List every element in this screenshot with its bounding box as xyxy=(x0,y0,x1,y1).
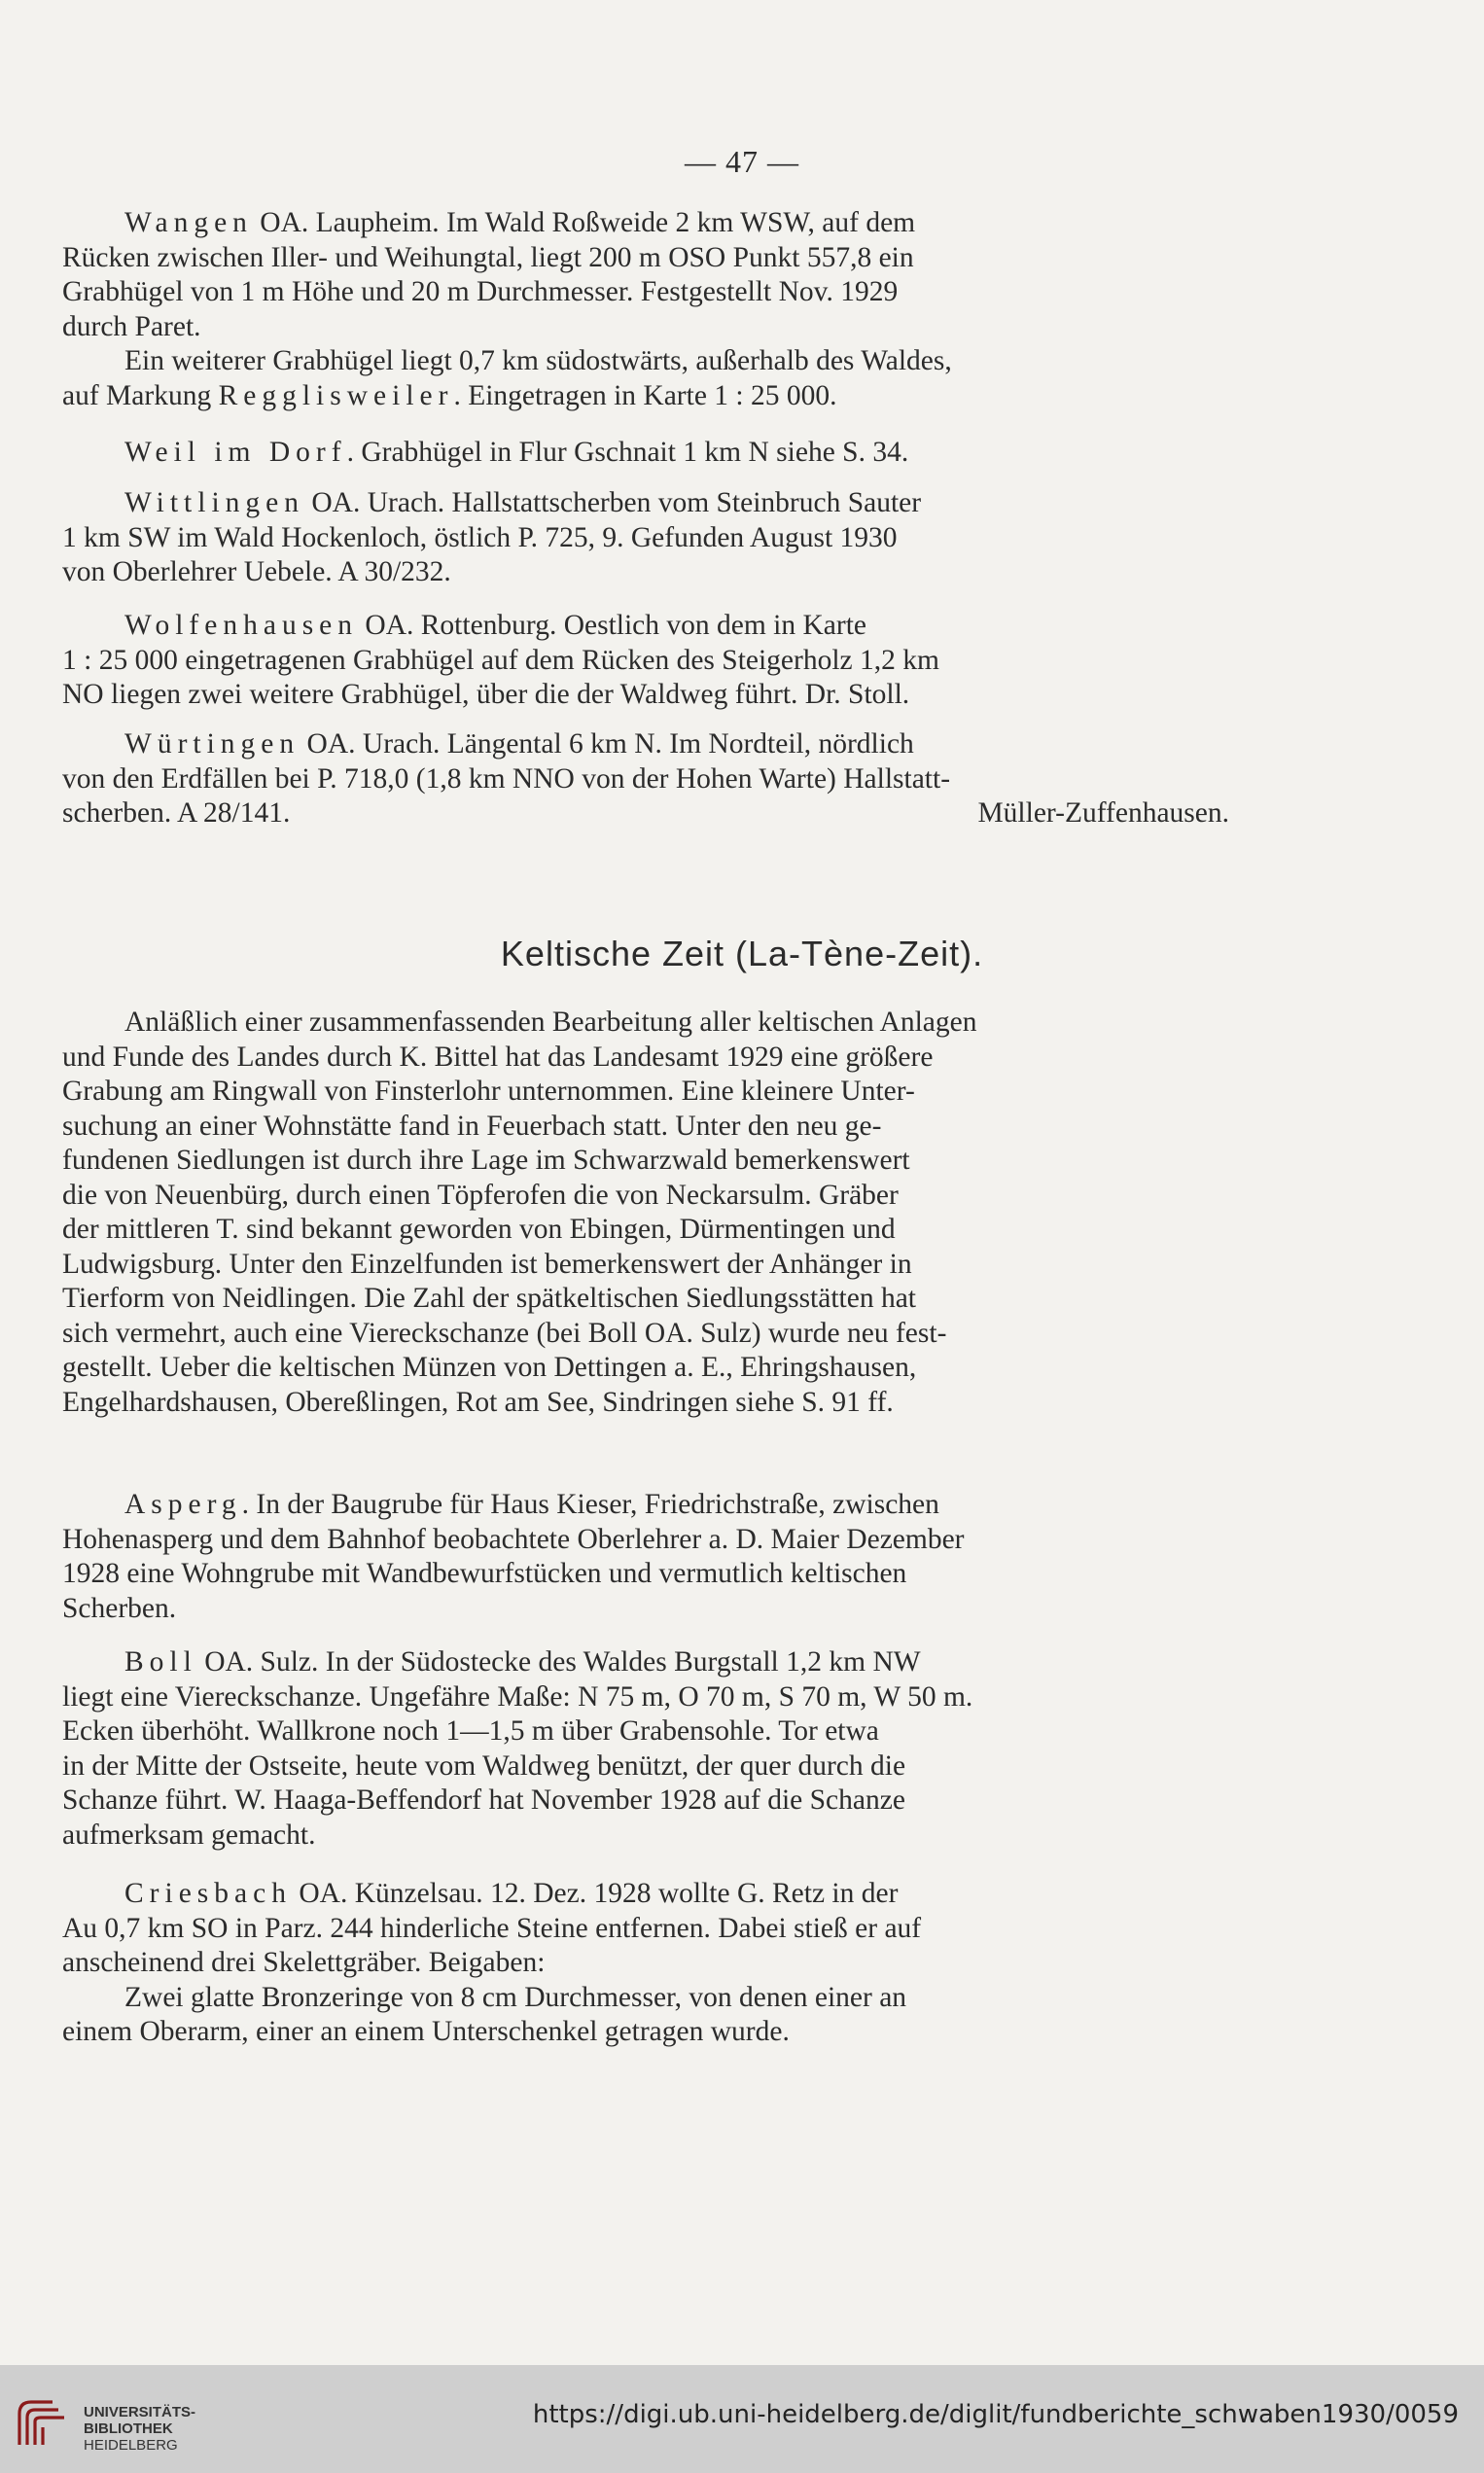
library-logo-icon xyxy=(14,2394,70,2451)
intro-line: und Funde des Landes durch K. Bittel hat das Landesamt 1929 eine größere xyxy=(62,1041,934,1073)
wuertingen-line-3: scherben. A 28/141. Müller-Zuffenhausen. xyxy=(62,796,1229,831)
section-heading: Keltische Zeit (La-Tène-Zeit). xyxy=(500,934,984,973)
wangen-line-5: Ein weiterer Grabhügel liegt 0,7 km südostwärts, außerhalb des Waldes, xyxy=(124,345,952,376)
wolfenhausen-line-1: Wolfenhausen OA. Rottenburg. Oestlich von dem in Karte xyxy=(124,610,867,641)
wangen-line-3: Grabhügel von 1 m Höhe und 20 m Durchmesser. Festgestellt Nov. 1929 xyxy=(62,276,899,307)
criesbach-line-2: Au 0,7 km SO in Parz. 244 hinderliche Steine entfernen. Dabei stieß er auf xyxy=(62,1912,922,1944)
library-name: UNIVERSITÄTS- BIBLIOTHEK HEIDELBERG xyxy=(84,2404,196,2454)
wittlingen-line-3: von Oberlehrer Uebele. A 30/232. xyxy=(62,556,451,587)
boll-line-2: liegt eine Viereckschanze. Ungefähre Maße: N 75 m, O 70 m, S 70 m, W 50 m. xyxy=(62,1680,973,1713)
wittlingen-line-1: Wittlingen OA. Urach. Hallstattscherben vom Steinbruch Sauter xyxy=(124,487,922,518)
entry-wittlingen xyxy=(62,486,1229,590)
wuertingen-line-1: Würtingen OA. Urach. Längental 6 km N. Im Nordteil, nördlich xyxy=(124,728,914,760)
intro-line: Grabung am Ringwall von Finsterlohr unternommen. Eine kleinere Unter- xyxy=(62,1076,915,1107)
wolfenhausen-line-2: 1 : 25 000 eingetragenen Grabhügel auf dem Rücken des Steigerholz 1,2 km xyxy=(62,644,939,676)
place-name: Wittlingen xyxy=(124,487,304,518)
criesbach-line-5: einem Oberarm, einer an einem Unterschenkel getragen wurde. xyxy=(62,2016,790,2047)
asperg-line-4: Scherben. xyxy=(62,1592,177,1624)
place-name: Wolfenhausen xyxy=(124,610,359,641)
place-name: Regglisweiler xyxy=(218,379,454,411)
intro-line: sich vermehrt, auch eine Viereckschanze (bei Boll OA. Sulz) wurde neu fest- xyxy=(62,1317,947,1349)
boll-line-6: aufmerksam gemacht. xyxy=(62,1819,316,1851)
criesbach-line-3: anscheinend drei Skelettgräber. Beigaben: xyxy=(62,1947,546,1978)
page-number: — 47 — xyxy=(685,144,799,179)
entry-weil xyxy=(62,436,1229,471)
entry-wolfenhausen xyxy=(62,609,1229,713)
footer-bar xyxy=(0,2365,1484,2473)
entry-boll xyxy=(62,1645,1229,1853)
place-name: Asperg xyxy=(124,1489,242,1520)
criesbach-line-1: Criesbach OA. Künzelsau. 12. Dez. 1928 wollte G. Retz in der xyxy=(124,1878,899,1909)
wangen-line-4: durch Paret. xyxy=(62,310,201,342)
intro-line: Tierform von Neidlingen. Die Zahl der spätkeltischen Siedlungsstätten hat xyxy=(62,1283,916,1314)
boll-line-4: in der Mitte der Ostseite, heute vom Waldweg benützt, der quer durch die xyxy=(62,1749,906,1782)
place-name: Weil im Dorf xyxy=(124,437,347,468)
criesbach-line-4: Zwei glatte Bronzeringe von 8 cm Durchmesser, von denen einer an xyxy=(124,1981,907,2013)
entry-criesbach xyxy=(62,1877,1229,2050)
intro-paragraph xyxy=(62,1006,1229,1420)
place-name: Boll xyxy=(124,1646,197,1678)
wangen-line-6: auf Markung Regglisweiler. Eingetragen in Karte 1 : 25 000. xyxy=(62,379,837,411)
wangen-line-2: Rücken zwischen Iller- und Weihungtal, liegt 200 m OSO Punkt 557,8 ein xyxy=(62,241,914,273)
wolfenhausen-line-3: NO liegen zwei weitere Grabhügel, über die der Waldweg führt. Dr. Stoll. xyxy=(62,679,910,710)
boll-line-5: Schanze führt. W. Haaga-Beffendorf hat November 1928 auf die Schanze xyxy=(62,1784,905,1816)
author-signature: Müller-Zuffenhausen. xyxy=(977,797,1229,829)
place-name: Würtingen xyxy=(124,728,300,760)
asperg-line-2: Hohenasperg und dem Bahnhof beobachtete Oberlehrer a. D. Maier Dezember xyxy=(62,1523,965,1555)
intro-line: die von Neuenbürg, durch einen Töpferofen die von Neckarsulm. Gräber xyxy=(62,1179,899,1211)
intro-line: Ludwigsburg. Unter den Einzelfunden ist bemerkenswert der Anhänger in xyxy=(62,1248,912,1280)
entry-wuertingen xyxy=(62,727,1229,831)
place-name: Criesbach xyxy=(124,1878,292,1909)
intro-line: der mittleren T. sind bekannt geworden von Ebingen, Dürmentingen und xyxy=(62,1214,896,1245)
source-url-link[interactable]: https://digi.ub.uni-heidelberg.de/diglit/fundberichte_schwaben1930/0059 xyxy=(532,2400,1459,2429)
asperg-line-3: 1928 eine Wohngrube mit Wandbewurfstücken und vermutlich keltischen xyxy=(62,1558,907,1589)
boll-line-1: Boll OA. Sulz. In der Südostecke des Waldes Burgstall 1,2 km NW xyxy=(124,1646,921,1678)
weil-line-1: Weil im Dorf. Grabhügel in Flur Gschnait 1 km N siehe S. 34. xyxy=(124,437,909,468)
entry-wangen xyxy=(62,206,1229,413)
wangen-line-1: Wangen OA. Laupheim. Im Wald Roßweide 2 km WSW, auf dem xyxy=(124,207,916,238)
place-name: Wangen xyxy=(124,207,253,238)
wittlingen-line-2: 1 km SW im Wald Hockenloch, östlich P. 725, 9. Gefunden August 1930 xyxy=(62,521,898,553)
asperg-line-1: Asperg. In der Baugrube für Haus Kieser, Friedrichstraße, zwischen xyxy=(124,1489,939,1520)
wuertingen-line-2: von den Erdfällen bei P. 718,0 (1,8 km NNO von der Hohen Warte) Hallstatt- xyxy=(62,762,951,795)
intro-line: gestellt. Ueber die keltischen Münzen von Dettingen a. E., Ehringshausen, xyxy=(62,1352,917,1383)
intro-line: fundenen Siedlungen ist durch ihre Lage im Schwarzwald bemerkenswert xyxy=(62,1145,910,1176)
intro-line: Engelhardshausen, Obereßlingen, Rot am See, Sindringen siehe S. 91 ff. xyxy=(62,1386,894,1418)
entry-asperg xyxy=(62,1488,1229,1626)
intro-line: Anläßlich einer zusammenfassenden Bearbeitung aller keltischen Anlagen xyxy=(124,1007,977,1038)
intro-line: suchung an einer Wohnstätte fand in Feuerbach statt. Unter den neu ge- xyxy=(62,1110,882,1142)
boll-line-3: Ecken überhöht. Wallkrone noch 1—1,5 m über Grabensohle. Tor etwa xyxy=(62,1715,879,1747)
